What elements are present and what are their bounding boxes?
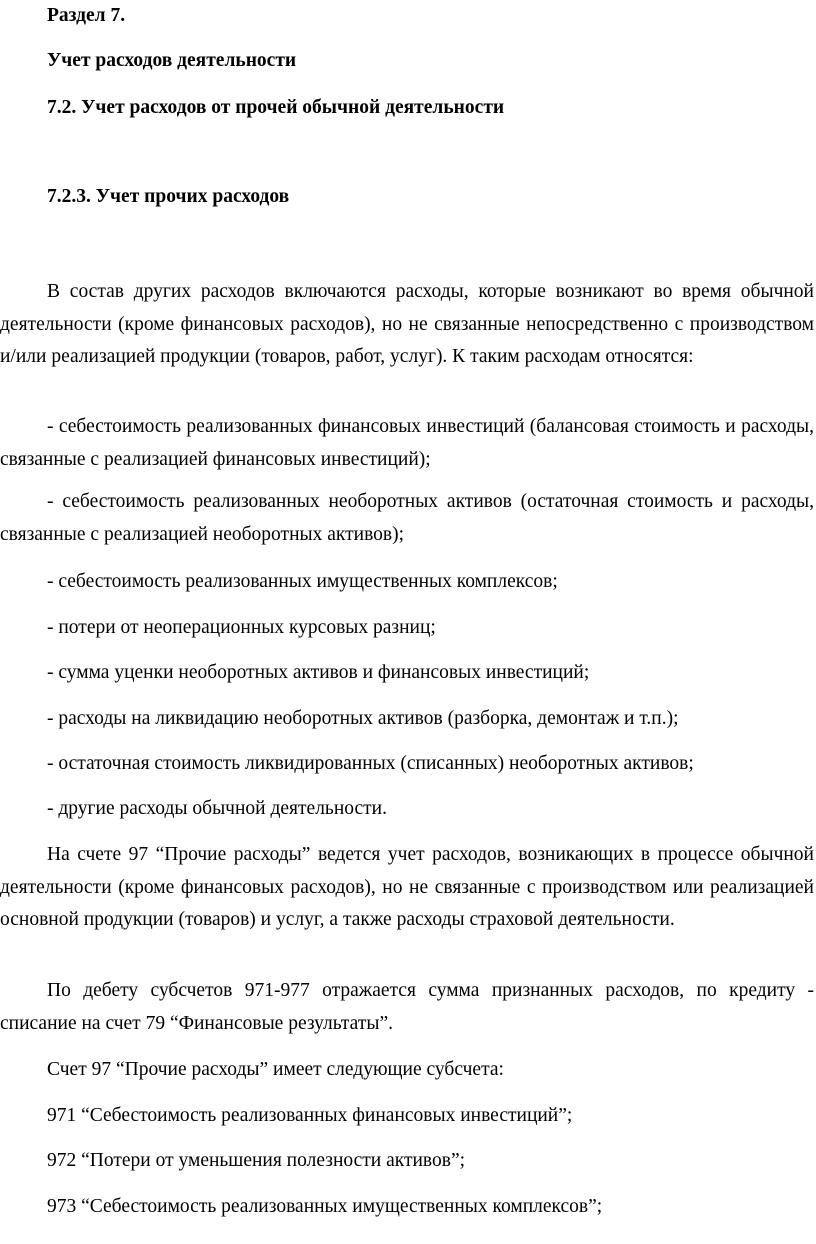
subaccount-item: 971 “Себестоимость реализованных финансовых инвестиций”; (47, 1105, 573, 1126)
subaccounts-debit-paragraph: По дебету субсчетов 971-977 отражается сумма признанных расходов, по кредиту - списание на счет 79 “Финансовые результаты”. (0, 980, 814, 1034)
subaccount-item: 972 “Потери от уменьшения полезности активов”; (47, 1150, 466, 1171)
list-item: - расходы на ликвидацию необоротных активов (разборка, демонтаж и т.п.); (47, 708, 679, 729)
list-item: - сумма уценки необоротных активов и финансовых инвестиций; (47, 662, 590, 683)
list-item: - другие расходы обычной деятельности. (47, 798, 387, 819)
list-item: - остаточная стоимость ликвидированных (списанных) необоротных активов; (47, 753, 694, 774)
document-title: Учет расходов деятельности (47, 50, 297, 71)
intro-paragraph: В состав других расходов включаются расходы, которые возникают во время обычной деятельности (кроме финансовых расходов), но не связанные непосредственно с производством и/или реализацией продукции (товаров, работ, услуг). К таким расходам относятся: (0, 281, 814, 367)
subaccounts-intro: Счет 97 “Прочие расходы” имеет следующие субсчета: (47, 1059, 504, 1080)
subsubsection-heading: 7.2.3. Учет прочих расходов (47, 186, 290, 207)
list-item: - потери от неоперационных курсовых разниц; (47, 617, 436, 638)
subsection-heading: 7.2. Учет расходов от прочей обычной деятельности (47, 97, 505, 118)
list-item: - себестоимость реализованных имущественных комплексов; (47, 571, 558, 592)
list-item: - себестоимость реализованных необоротных активов (остаточная стоимость и расходы, связанные с реализацией необоротных активов); (0, 491, 814, 545)
account-97-paragraph: На счете 97 “Прочие расходы” ведется учет расходов, возникающих в процессе обычной деятельности (кроме финансовых расходов), но не связанные с производством или реализацией основной продукции (товаров) и услуг, а также расходы страховой деятельности. (0, 844, 814, 930)
list-item: - себестоимость реализованных финансовых инвестиций (балансовая стоимость и расходы, связанные с реализацией финансовых инвестиций); (0, 416, 814, 470)
subaccount-item: 973 “Себестоимость реализованных имущественных комплексов”; (47, 1196, 603, 1217)
section-heading: Раздел 7. (47, 5, 126, 26)
